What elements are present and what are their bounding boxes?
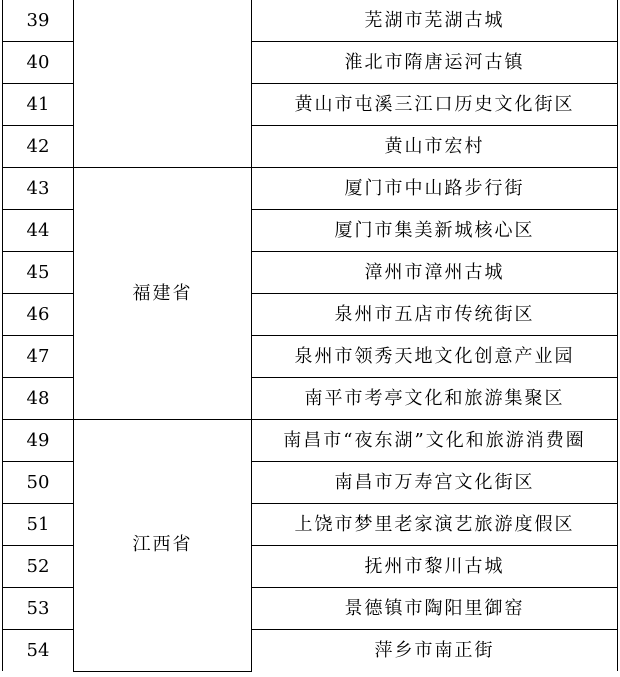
records-table-body xyxy=(3,0,618,671)
site-name: 南昌市“夜东湖”文化和旅游消费圈 xyxy=(252,420,618,462)
row-number: 43 xyxy=(3,168,74,210)
site-name: 黄山市宏村 xyxy=(252,126,618,168)
site-name: 萍乡市南正街 xyxy=(252,630,618,672)
table-row xyxy=(3,168,618,210)
site-name: 淮北市隋唐运河古镇 xyxy=(252,42,618,84)
table-row xyxy=(3,420,618,462)
site-name: 泉州市五店市传统街区 xyxy=(252,294,618,336)
row-number: 54 xyxy=(3,630,74,672)
site-name: 黄山市屯溪三江口历史文化街区 xyxy=(252,84,618,126)
table-row xyxy=(3,0,618,42)
row-number: 50 xyxy=(3,462,74,504)
row-number: 40 xyxy=(3,42,74,84)
row-number: 49 xyxy=(3,420,74,462)
row-number: 51 xyxy=(3,504,74,546)
site-name: 景德镇市陶阳里御窑 xyxy=(252,588,618,630)
site-name: 厦门市集美新城核心区 xyxy=(252,210,618,252)
row-number: 45 xyxy=(3,252,74,294)
records-table xyxy=(2,0,618,672)
site-name: 南平市考亭文化和旅游集聚区 xyxy=(252,378,618,420)
site-name: 泉州市领秀天地文化创意产业园 xyxy=(252,336,618,378)
row-number: 41 xyxy=(3,84,74,126)
province-cell: 福建省 xyxy=(74,168,252,420)
row-number: 46 xyxy=(3,294,74,336)
province-cell: 江西省 xyxy=(74,420,252,672)
row-number: 44 xyxy=(3,210,74,252)
row-number: 47 xyxy=(3,336,74,378)
site-name: 抚州市黎川古城 xyxy=(252,546,618,588)
row-number: 52 xyxy=(3,546,74,588)
row-number: 42 xyxy=(3,126,74,168)
site-name: 厦门市中山路步行街 xyxy=(252,168,618,210)
row-number: 53 xyxy=(3,588,74,630)
site-name: 芜湖市芜湖古城 xyxy=(252,0,618,42)
row-number: 48 xyxy=(3,378,74,420)
site-name: 上饶市梦里老家演艺旅游度假区 xyxy=(252,504,618,546)
site-name: 南昌市万寿宫文化街区 xyxy=(252,462,618,504)
row-number: 39 xyxy=(3,0,74,42)
province-cell xyxy=(74,0,252,168)
site-name: 漳州市漳州古城 xyxy=(252,252,618,294)
